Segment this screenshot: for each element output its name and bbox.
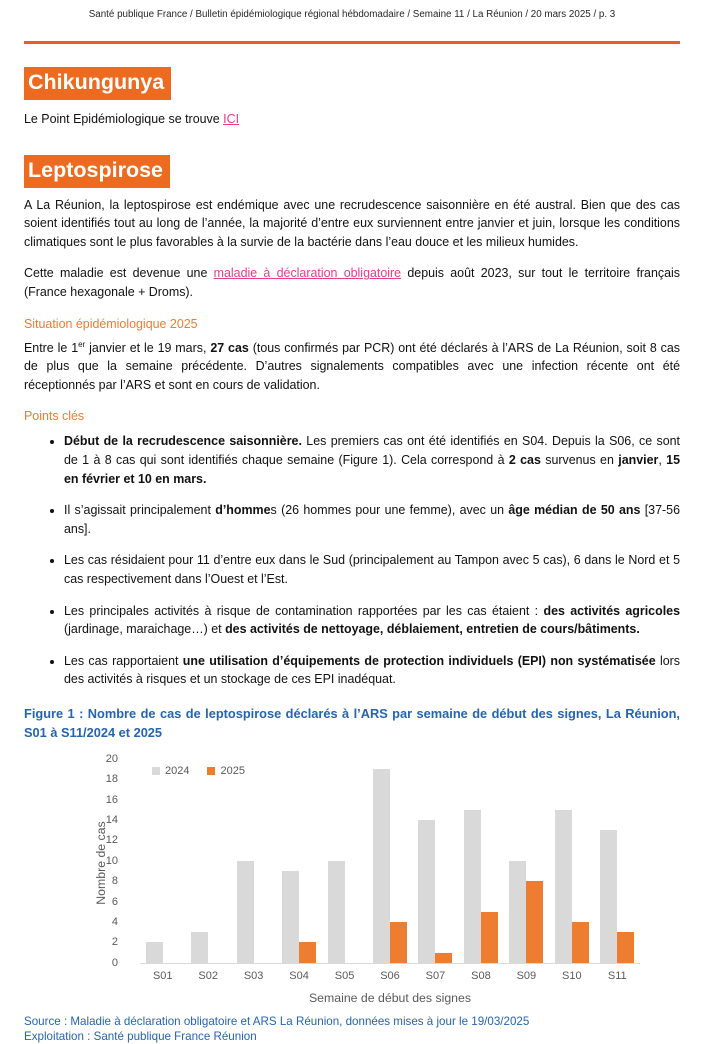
subtitle-points-cles: Points clés (24, 409, 85, 424)
leptospirose-paragraph-3 (24, 339, 680, 395)
legend-swatch-icon (207, 767, 215, 775)
text-run: Les premiers cas ont été identifiés en S04. Depuis la S06, ce sont de 1 à 8 cas qui sont identifiés chaque semaine (Figure 1). Cela correspond à (64, 434, 681, 467)
text-run: Entre le 1 (24, 340, 79, 355)
legend-swatch-icon (152, 767, 160, 775)
bar-2024-S07 (418, 820, 435, 963)
x-tick-label: S09 (516, 969, 537, 982)
y-tick-label: 12 (105, 834, 118, 847)
text-run: des activités agricoles (543, 603, 680, 618)
bar-2025-S08 (481, 912, 498, 963)
text-run: (jardinage, maraichage…) et (64, 622, 226, 637)
y-tick-label: 0 (111, 956, 118, 969)
x-tick-label: S11 (607, 969, 627, 982)
bar-2024-S10 (555, 810, 572, 963)
x-tick-label: S02 (198, 969, 218, 982)
section-title-leptospirose: Leptospirose (24, 155, 170, 188)
page-header-text: Santé publique France / Bulletin épidémiologique régional hébdomadaire / Semaine 11 / La Réunion / 20 mars 2025 / p. 3 (88, 9, 616, 20)
section-chikungunya (24, 67, 680, 100)
bar-2025-S07 (435, 953, 452, 963)
bullet-item (64, 652, 680, 689)
bullet-item (64, 551, 680, 588)
text-run: Les cas rapportaient (64, 653, 183, 668)
bar-2024-S04 (282, 871, 299, 963)
text-run: 15 en février et 10 en mars. (64, 452, 680, 486)
text-run: âge médian de 50 ans (508, 503, 641, 518)
bar-group-S02 (185, 759, 230, 963)
bar-group-S11 (595, 759, 640, 963)
bar-2024-S11 (600, 830, 617, 963)
text-run: Début de la recrudescence saisonnière. (64, 434, 302, 449)
footer-exploitation-line: Exploitation : Santé publique France Réunion (24, 1029, 257, 1043)
link-ici[interactable]: ICI (223, 112, 240, 126)
bullet-item (64, 501, 680, 538)
text-run: depuis août 2023, sur tout le territoire français (France hexagonale + Droms). (24, 266, 680, 299)
y-tick-label: 2 (111, 936, 118, 949)
footer-source-line: Source : Maladie à déclaration obligatoire et ARS La Réunion, données mises à jour le 19/03/2025 (24, 1014, 530, 1028)
x-tick-label: S01 (152, 969, 173, 982)
bar-group-S05 (322, 759, 367, 963)
bar-group-S04 (276, 759, 321, 963)
y-tick-label: 8 (111, 875, 118, 888)
bar-2025-S06 (390, 922, 407, 963)
legend-item-2024 (152, 765, 189, 777)
text-run: Les principales activités à risque de contamination rapportées par les cas étaient : (64, 603, 544, 618)
bar-group-S03 (231, 759, 276, 963)
bar-2024-S03 (237, 861, 254, 963)
x-tick-label: S05 (334, 969, 355, 982)
bar-group-S01 (140, 759, 185, 963)
link-maladie-declaration-obligatoire[interactable]: maladie à déclaration obligatoire (213, 266, 402, 281)
bar-2024-S01 (146, 942, 163, 962)
chikungunya-line (24, 110, 680, 129)
bar-2025-S10 (572, 922, 589, 963)
section-leptospirose (24, 155, 680, 188)
text-run: s (26 hommes pour une femme), avec un (270, 503, 509, 518)
divider-rule (24, 41, 680, 44)
x-tick-label: S03 (243, 969, 264, 982)
x-tick-label: S06 (380, 969, 400, 982)
text-run: lors des activités à risques et un stockage de ces EPI inadéquat. (64, 653, 681, 687)
bar-2024-S02 (191, 932, 208, 963)
text-run: janvier (618, 452, 659, 467)
x-tick-label: S07 (425, 969, 446, 982)
y-tick-label: 14 (105, 814, 118, 827)
bar-2024-S05 (328, 861, 345, 963)
text-run: d’homme (215, 503, 271, 518)
figure1-caption: Figure 1 : Nombre de cas de leptospirose déclarés à l’ARS par semaine de début des signes, La Réunion, S01 à S11/2024 et 2025 (24, 705, 680, 740)
y-tick-label: 20 (105, 752, 118, 765)
bar-group-S09 (504, 759, 549, 963)
text-run: une utilisation d’équipements de protection individuels (EPI) non systématisée (182, 653, 656, 668)
bullet-item (64, 602, 680, 639)
x-tick-label: S10 (562, 969, 582, 982)
bar-group-S06 (367, 759, 412, 963)
legend-item-2025 (207, 765, 244, 777)
text-run: Il s’agissait principalement (64, 503, 216, 518)
bar-group-S08 (458, 759, 503, 963)
text-run: [37-56 ans]. (64, 503, 680, 536)
text-run: , (658, 452, 667, 467)
leptospirose-paragraph-2 (24, 264, 680, 301)
text-run: Cette maladie est devenue une (24, 266, 214, 281)
y-tick-label: 18 (105, 773, 118, 786)
y-tick-label: 4 (111, 916, 118, 929)
text-run: er (78, 339, 86, 349)
section-title-chikungunya: Chikungunya (24, 67, 171, 100)
bar-2025-S09 (526, 881, 543, 963)
bar-2024-S06 (373, 769, 390, 963)
y-tick-label: 16 (105, 793, 118, 806)
leptospirose-paragraph-1: A La Réunion, la leptospirose est endémique avec une recrudescence saisonnière en été austral. Bien que des cas soient identifiés tout au long de l’année, la majorité d’entre eux surviennent entre janvier et juin, lorsque les conditions climatiques sont le plus favorables à la survie de la bactérie dans l’eau douce et les milieux humides. (24, 197, 680, 249)
bar-group-S07 (413, 759, 458, 963)
chart-legend (152, 765, 245, 777)
text-run: (tous confirmés par PCR) ont été déclarés à l’ARS de La Réunion, soit 8 cas de plus que la semaine précédente. D’autres signalements compatibles avec une infection récente ont été réceptionnés par l’ARS et sont en cours de validation. (24, 340, 680, 392)
x-tick-label: S08 (471, 969, 491, 982)
subtitle-situation-epidemiologique: Situation épidémiologique 2025 (24, 316, 198, 331)
y-tick-label: 6 (111, 895, 118, 908)
text-run: des activités de nettoyage, déblaiement, entretien de cours/bâtiments. (225, 622, 640, 637)
legend-label: 2024 (165, 764, 190, 777)
footer-source-block (24, 1014, 680, 1044)
bar-group-S10 (549, 759, 594, 963)
bar-2025-S04 (299, 942, 316, 962)
x-axis-tick-labels (140, 970, 640, 982)
figure1-chart (0, 753, 704, 1011)
y-tick-label: 10 (105, 854, 118, 867)
chart-plot-area (140, 759, 640, 964)
bar-2025-S11 (617, 932, 634, 963)
text-run: survenus en (540, 452, 619, 467)
text-run: Le Point Epidémiologique se trouve (24, 112, 224, 126)
text-run: 27 cas (210, 340, 249, 355)
x-axis-title: Semaine de début des signes (308, 990, 472, 1005)
bar-2024-S08 (464, 810, 481, 963)
x-tick-label: S04 (289, 969, 309, 982)
text-run: janvier et le 19 mars, (85, 340, 211, 355)
key-points-list (24, 432, 680, 689)
text-run: Les cas résidaient pour 11 d’entre eux dans le Sud (principalement au Tampon avec 5 cas), 6 dans le Nord et 5 cas respectivement dans l’Ouest et l’Est. (64, 553, 680, 586)
y-axis-title: Nombre de cas (94, 821, 108, 905)
legend-label: 2025 (220, 764, 245, 777)
bullet-item (64, 432, 680, 488)
text-run: 2 cas (508, 452, 541, 467)
bar-2024-S09 (509, 861, 526, 963)
